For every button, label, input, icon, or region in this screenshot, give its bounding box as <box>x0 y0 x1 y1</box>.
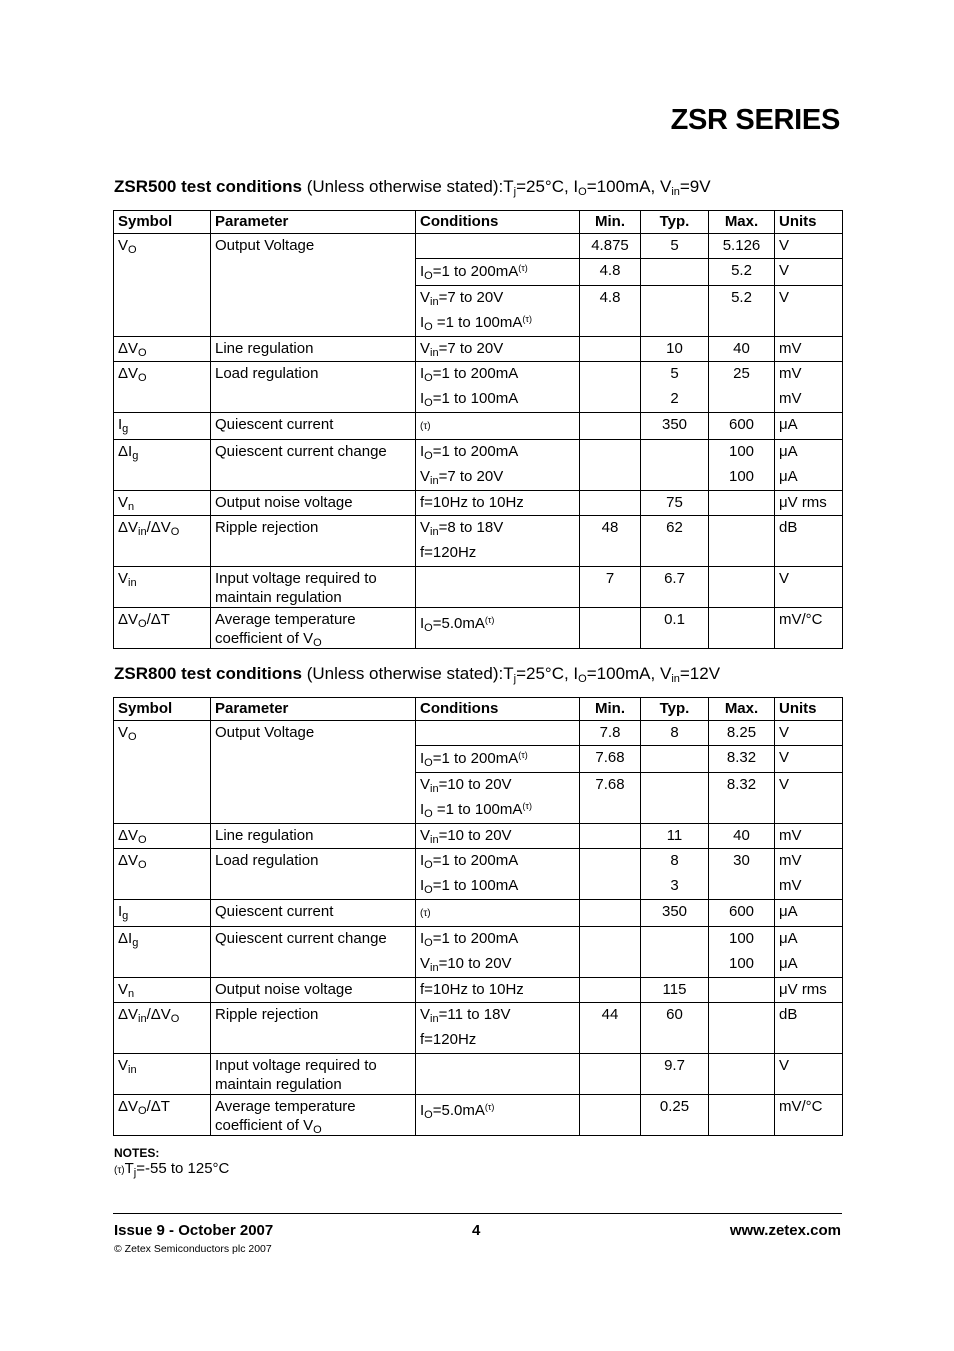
conditions-cell: $V_{in}=7$ to 20V $I_O =1$ to $100mA^{(\tau)}$ <box>416 286 580 337</box>
typ-cell <box>641 286 709 337</box>
parameter-cell: Quiescent current change <box>211 440 416 491</box>
min-cell: 7.68 <box>580 746 641 773</box>
symbol-cell: $\Delta V_O$ <box>114 824 211 849</box>
table-row <box>114 234 843 259</box>
col-max: Max. <box>709 211 775 234</box>
max-cell: 8.25 <box>709 721 775 746</box>
parameter-cell: Input voltage required to maintain regulation <box>211 1054 416 1095</box>
conditions-cell: $I_O=1$ to 200mA $I_O=1$ to 100mA <box>416 849 580 900</box>
col-units: Units <box>775 211 843 234</box>
symbol-cell: $\Delta V_O$ <box>114 337 211 362</box>
table-row <box>114 900 843 927</box>
min-cell <box>580 440 641 491</box>
max-cell <box>709 1054 775 1095</box>
max-cell <box>709 978 775 1003</box>
table-row <box>114 1003 843 1054</box>
parameter-cell: Average temperature coefficient of $V_O$ <box>211 1095 416 1136</box>
symbol-cell: $I_g$ <box>114 413 211 440</box>
parameter-cell: Quiescent current change <box>211 927 416 978</box>
parameter-cell: Output noise voltage <box>211 978 416 1003</box>
col-conditions: Conditions <box>416 211 580 234</box>
table-row <box>114 824 843 849</box>
col-units: Units <box>775 698 843 721</box>
min-cell: 7 <box>580 567 641 608</box>
typ-cell: 60 <box>641 1003 709 1054</box>
units-cell: dB <box>775 516 843 567</box>
symbol-cell: $\Delta V_O$ <box>114 849 211 900</box>
min-cell <box>580 1095 641 1136</box>
min-cell <box>580 927 641 978</box>
table-row <box>114 1054 843 1095</box>
parameter-cell: Line regulation <box>211 824 416 849</box>
units-cell: V <box>775 234 843 259</box>
table-row <box>114 1095 843 1136</box>
symbol-cell: $V_O$ <box>114 721 211 824</box>
symbol-cell: $\Delta V_O$ <box>114 362 211 413</box>
col-max: Max. <box>709 698 775 721</box>
conditions-cell: $V_{in}=10$ to 20V <box>416 824 580 849</box>
min-cell: 7.8 <box>580 721 641 746</box>
typ-cell <box>641 259 709 286</box>
max-cell: 600 <box>709 413 775 440</box>
conditions-cell: $I_O=1$ to $200mA^{(\tau)}$ <box>416 746 580 773</box>
symbol-cell: $V_{in}$ <box>114 1054 211 1095</box>
max-cell: 25 <box>709 362 775 413</box>
symbol-cell: $V_n$ <box>114 978 211 1003</box>
symbol-cell: $\Delta V_{in}/\Delta V_O$ <box>114 1003 211 1054</box>
conditions-cell: (τ) <box>416 900 580 927</box>
typ-cell: 11 <box>641 824 709 849</box>
conditions-cell <box>416 1054 580 1095</box>
parameter-cell: Ripple rejection <box>211 1003 416 1054</box>
min-cell <box>580 337 641 362</box>
units-cell: V <box>775 567 843 608</box>
symbol-cell: $\Delta V_O/\Delta T$ <box>114 608 211 649</box>
min-cell <box>580 491 641 516</box>
parameter-cell: Load regulation <box>211 362 416 413</box>
max-cell: 40 <box>709 337 775 362</box>
typ-cell: 350 <box>641 413 709 440</box>
typ-cell: 8 3 <box>641 849 709 900</box>
parameter-cell: Load regulation <box>211 849 416 900</box>
typ-cell: 10 <box>641 337 709 362</box>
table-row <box>114 567 843 608</box>
units-cell: μA <box>775 900 843 927</box>
units-cell: V <box>775 259 843 286</box>
symbol-cell: $I_g$ <box>114 900 211 927</box>
units-cell: V <box>775 746 843 773</box>
units-cell: μA μA <box>775 440 843 491</box>
conditions-cell: $I_O=1$ to $200mA^{(\tau)}$ <box>416 259 580 286</box>
conditions-cell: $V_{in}=11$ to 18V f=120Hz <box>416 1003 580 1054</box>
units-cell: mV mV <box>775 849 843 900</box>
max-cell: 5.2 <box>709 286 775 337</box>
units-cell: V <box>775 1054 843 1095</box>
symbol-cell: $\Delta I_g$ <box>114 927 211 978</box>
min-cell <box>580 362 641 413</box>
symbol-cell: $V_n$ <box>114 491 211 516</box>
max-cell: 100 100 <box>709 440 775 491</box>
conditions-cell <box>416 721 580 746</box>
units-cell: mV/°C <box>775 1095 843 1136</box>
footer-url: www.zetex.com <box>729 1222 841 1239</box>
units-cell: mV <box>775 824 843 849</box>
conditions-cell <box>416 234 580 259</box>
min-cell: 7.68 <box>580 773 641 824</box>
table-row <box>114 491 843 516</box>
symbol-cell: $\Delta I_g$ <box>114 440 211 491</box>
min-cell <box>580 900 641 927</box>
min-cell <box>580 608 641 649</box>
typ-cell: 5 <box>641 234 709 259</box>
max-cell: 40 <box>709 824 775 849</box>
zsr800-heading: ZSR800 test conditions (Unless otherwise $stated):T_j=25^\circ C$, $I_O=100mA$, $V_{in}=12V$ <box>114 664 721 685</box>
table-header-row <box>114 211 843 234</box>
copyright: © Zetex Semiconductors plc 2007 <box>114 1243 272 1255</box>
min-cell: 4.8 <box>580 286 641 337</box>
typ-cell <box>641 927 709 978</box>
units-cell: μA μA <box>775 927 843 978</box>
conditions-cell: (τ) <box>416 413 580 440</box>
col-parameter: Parameter <box>211 211 416 234</box>
table-row <box>114 516 843 567</box>
symbol-cell: $\Delta V_{in}/\Delta V_O$ <box>114 516 211 567</box>
units-cell: dB <box>775 1003 843 1054</box>
note-tau: $(\tau)T_j=-55$ to 125°C <box>114 1160 230 1179</box>
conditions-cell: $V_{in}=8$ to 18V f=120Hz <box>416 516 580 567</box>
parameter-cell: Output noise voltage <box>211 491 416 516</box>
conditions-cell: $I_O=1$ to 200mA $V_{in}=10$ to 20V <box>416 927 580 978</box>
table-row <box>114 849 843 900</box>
max-cell: 8.32 <box>709 746 775 773</box>
parameter-cell: Average temperature coefficient of $V_O$ <box>211 608 416 649</box>
parameter-cell: Output Voltage <box>211 234 416 337</box>
max-cell <box>709 1003 775 1054</box>
typ-cell: 0.1 <box>641 608 709 649</box>
col-conditions: Conditions <box>416 698 580 721</box>
typ-cell: 5 2 <box>641 362 709 413</box>
typ-cell: 9.7 <box>641 1054 709 1095</box>
typ-cell <box>641 440 709 491</box>
units-cell: μV rms <box>775 978 843 1003</box>
symbol-cell: $V_{in}$ <box>114 567 211 608</box>
table-row <box>114 978 843 1003</box>
parameter-cell: Output Voltage <box>211 721 416 824</box>
table-row <box>114 337 843 362</box>
typ-cell: 75 <box>641 491 709 516</box>
max-cell: 600 <box>709 900 775 927</box>
parameter-cell: Quiescent current <box>211 413 416 440</box>
col-symbol: Symbol <box>114 698 211 721</box>
footer-issue: Issue 9 - October 2007 <box>114 1222 274 1239</box>
col-min: Min. <box>580 698 641 721</box>
conditions-cell: f=10Hz to 10Hz <box>416 978 580 1003</box>
max-cell: 5.126 <box>709 234 775 259</box>
typ-cell <box>641 773 709 824</box>
units-cell: mV <box>775 337 843 362</box>
typ-cell: 115 <box>641 978 709 1003</box>
table-row <box>114 362 843 413</box>
units-cell: V <box>775 773 843 824</box>
min-cell: 44 <box>580 1003 641 1054</box>
table-row <box>114 608 843 649</box>
max-cell: 100 100 <box>709 927 775 978</box>
col-min: Min. <box>580 211 641 234</box>
max-cell <box>709 1095 775 1136</box>
min-cell: 48 <box>580 516 641 567</box>
units-cell: μA <box>775 413 843 440</box>
notes-label: NOTES: <box>114 1146 160 1160</box>
col-parameter: Parameter <box>211 698 416 721</box>
typ-cell <box>641 746 709 773</box>
min-cell <box>580 824 641 849</box>
symbol-cell: $\Delta V_O/\Delta T$ <box>114 1095 211 1136</box>
max-cell: 8.32 <box>709 773 775 824</box>
max-cell <box>709 516 775 567</box>
conditions-cell: $I_O=1$ to 200mA $I_O=1$ to 100mA <box>416 362 580 413</box>
max-cell: 5.2 <box>709 259 775 286</box>
min-cell <box>580 413 641 440</box>
conditions-cell: $V_{in}=10$ to 20V $I_O =1$ to $100mA^{(\tau)}$ <box>416 773 580 824</box>
conditions-cell: f=10Hz to 10Hz <box>416 491 580 516</box>
conditions-cell <box>416 567 580 608</box>
conditions-cell: $V_{in}=7$ to 20V <box>416 337 580 362</box>
typ-cell: 350 <box>641 900 709 927</box>
page-number: 4 <box>472 1222 481 1239</box>
typ-cell: 0.25 <box>641 1095 709 1136</box>
zsr500-heading: ZSR500 test conditions (Unless otherwise $stated):T_j=25^\circ C$, $I_O=100mA$, $V_{in}=9V$ <box>114 177 711 198</box>
page-title: ZSR SERIES <box>670 104 840 136</box>
conditions-cell: $I_O=1$ to 200mA $V_{in}=7$ to 20V <box>416 440 580 491</box>
typ-cell: 8 <box>641 721 709 746</box>
units-cell: V <box>775 286 843 337</box>
max-cell <box>709 608 775 649</box>
table-row <box>114 927 843 978</box>
units-cell: mV/°C <box>775 608 843 649</box>
max-cell <box>709 567 775 608</box>
min-cell <box>580 1054 641 1095</box>
units-cell: μV rms <box>775 491 843 516</box>
col-typ: Typ. <box>641 698 709 721</box>
min-cell: 4.875 <box>580 234 641 259</box>
min-cell <box>580 978 641 1003</box>
conditions-cell: $I_O=5.0mA^{(\tau)}$ <box>416 1095 580 1136</box>
col-symbol: Symbol <box>114 211 211 234</box>
max-cell <box>709 491 775 516</box>
units-cell: mV mV <box>775 362 843 413</box>
footer-divider <box>113 1213 842 1214</box>
conditions-cell: $I_O=5.0mA^{(\tau)}$ <box>416 608 580 649</box>
units-cell: V <box>775 721 843 746</box>
parameter-cell: Quiescent current <box>211 900 416 927</box>
zsr500-table <box>113 210 843 649</box>
zsr800-table <box>113 697 843 1136</box>
typ-cell: 6.7 <box>641 567 709 608</box>
col-typ: Typ. <box>641 211 709 234</box>
table-row <box>114 721 843 746</box>
min-cell: 4.8 <box>580 259 641 286</box>
parameter-cell: Input voltage required to maintain regulation <box>211 567 416 608</box>
table-header-row <box>114 698 843 721</box>
max-cell: 30 <box>709 849 775 900</box>
symbol-cell: $V_O$ <box>114 234 211 337</box>
parameter-cell: Ripple rejection <box>211 516 416 567</box>
parameter-cell: Line regulation <box>211 337 416 362</box>
typ-cell: 62 <box>641 516 709 567</box>
table-row <box>114 413 843 440</box>
min-cell <box>580 849 641 900</box>
table-row <box>114 440 843 491</box>
